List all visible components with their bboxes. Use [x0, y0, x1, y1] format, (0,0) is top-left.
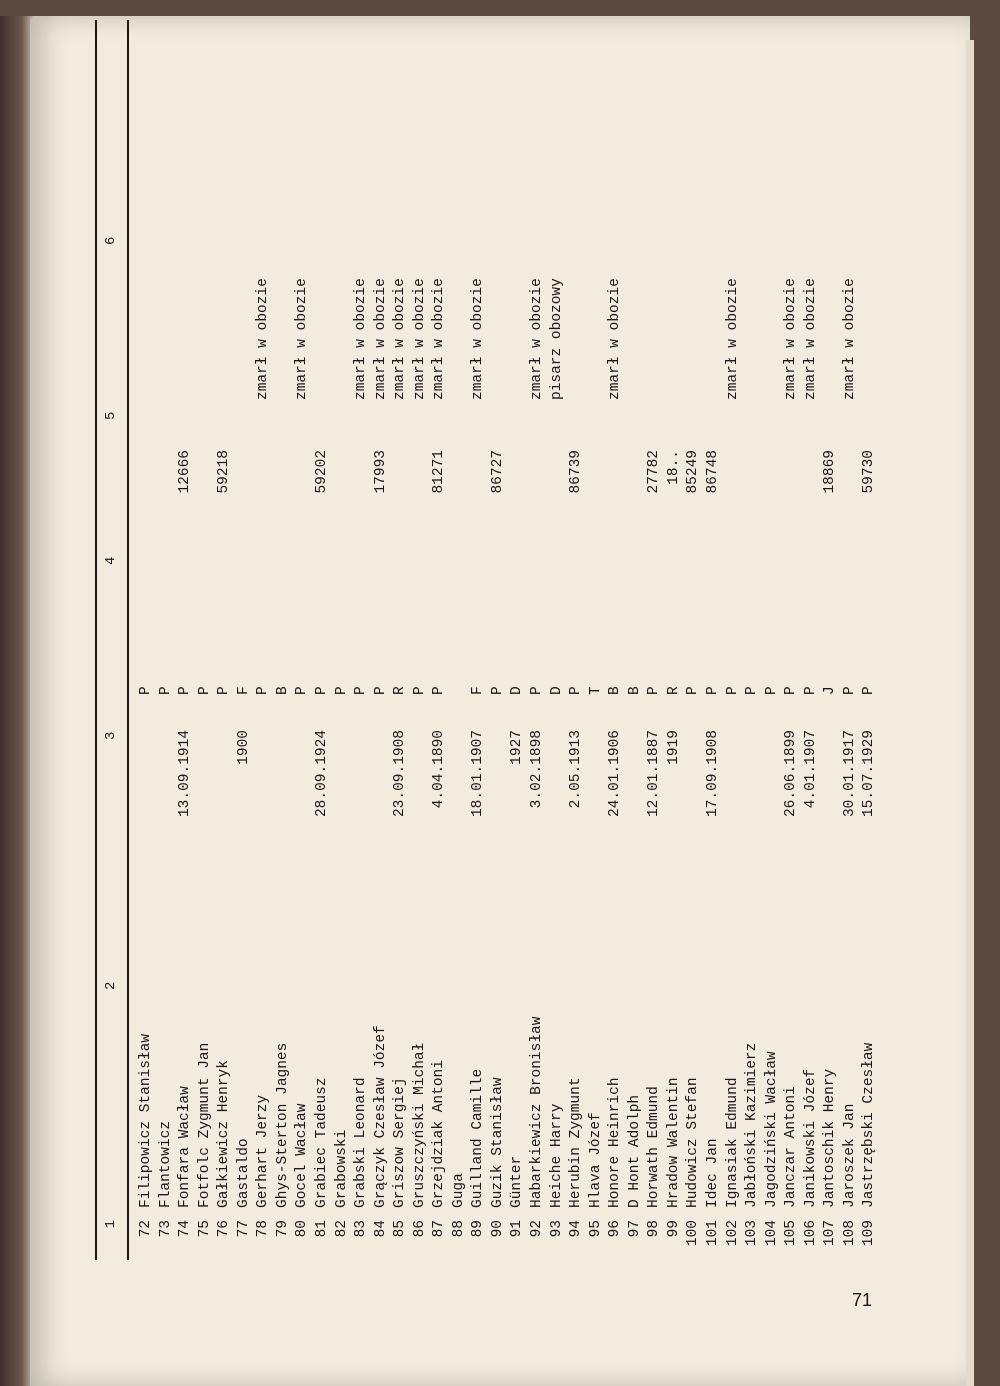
nationality-code: P: [489, 686, 506, 695]
row-number: 97: [626, 1220, 643, 1238]
row-number: 91: [509, 1220, 526, 1238]
row-number: 73: [157, 1220, 174, 1238]
person-name: Hradow Walentin: [665, 1077, 682, 1208]
prisoner-number: 86739: [568, 450, 585, 494]
row-number: 106: [802, 1220, 819, 1247]
person-name: Herubin Zygmunt: [568, 1077, 585, 1208]
birth-date: 2.05.1913: [568, 730, 585, 809]
birth-date: 30.01.1917: [841, 730, 858, 818]
person-name: Jabłoński Kazimierz: [744, 1042, 761, 1208]
person-name: Heiche Harry: [548, 1103, 565, 1208]
nationality-code: P: [313, 686, 330, 695]
nationality-code: P: [372, 686, 389, 695]
nationality-code: B: [607, 686, 624, 695]
person-name: Idec Jan: [704, 1138, 721, 1208]
prisoner-number: 59202: [313, 450, 330, 494]
person-name: Janikowski Józef: [802, 1068, 819, 1208]
row-number: 94: [568, 1220, 585, 1238]
page-number: 71: [852, 1290, 873, 1310]
nationality-code: D: [548, 686, 565, 695]
nationality-code: F: [235, 686, 252, 695]
row-number: 107: [822, 1220, 839, 1247]
row-number: 80: [294, 1220, 311, 1238]
row-number: 102: [724, 1220, 741, 1247]
header-col-1: 1: [103, 1220, 119, 1229]
nationality-code: P: [841, 686, 858, 695]
row-number: 85: [392, 1220, 409, 1238]
nationality-code: P: [196, 686, 213, 695]
person-name: Fotfolc Zygmunt Jan: [196, 1042, 213, 1208]
row-number: 105: [783, 1220, 800, 1247]
nationality-code: F: [470, 686, 487, 695]
row-number: 81: [313, 1220, 330, 1238]
nationality-code: P: [138, 686, 154, 695]
birth-date: 1900: [235, 730, 252, 765]
remark: zmarł w obozie: [411, 278, 428, 400]
register-table: [95, 20, 878, 1260]
person-name: Jancza​r Antoni: [783, 1086, 800, 1208]
person-name: Guilland Camille: [470, 1068, 487, 1208]
nationality-code: P: [333, 686, 350, 695]
birth-date: 12.01.1887: [646, 730, 663, 818]
nationality-code: P: [802, 686, 819, 695]
nationality-code: R: [665, 686, 682, 695]
remark: zmarł w obozie: [783, 278, 800, 400]
person-name: Ignasiak Edmund: [724, 1077, 741, 1208]
birth-date: 1927: [509, 730, 526, 765]
row-number: 96: [607, 1220, 624, 1238]
person-name: Gastaldo: [235, 1138, 252, 1208]
row-number: 74: [177, 1220, 194, 1238]
prisoner-number: 85249: [685, 450, 702, 494]
row-number: 109: [861, 1220, 878, 1247]
row-number: 75: [196, 1220, 213, 1238]
row-number: 101: [704, 1220, 721, 1247]
row-number: 76: [216, 1220, 233, 1238]
person-name: Günter: [509, 1155, 526, 1208]
person-name: Gruszczyński Michał: [411, 1042, 428, 1208]
prisoner-number: 81271: [431, 450, 448, 494]
person-name: Honore Heinrich: [607, 1077, 624, 1208]
row-number: 92: [529, 1220, 545, 1238]
person-name: Grabski Leonard: [353, 1077, 370, 1208]
row-number: 83: [353, 1220, 370, 1238]
header-col-3: 3: [103, 731, 119, 740]
nationality-code: P: [255, 686, 272, 695]
remark: zmarł w obozie: [372, 278, 389, 400]
nationality-code: D: [509, 686, 526, 695]
remark: zmarł w obozie: [353, 278, 370, 400]
header-col-5: 5: [103, 411, 119, 420]
nationality-code: P: [353, 686, 370, 695]
remark: pisarz obozowy: [548, 278, 565, 400]
row-number: 87: [431, 1220, 448, 1238]
birth-date: 24.01.1906: [607, 730, 624, 818]
row-number: 84: [372, 1220, 389, 1238]
nationality-code: P: [646, 686, 663, 695]
nationality-code: P: [157, 686, 174, 695]
birth-date: 23.09.1908: [392, 730, 409, 818]
row-number: 100: [685, 1220, 702, 1247]
prisoner-number: 59730: [861, 450, 878, 494]
remark: zmarł w obozie: [802, 278, 819, 400]
row-number: 103: [744, 1220, 761, 1247]
row-number: 104: [763, 1220, 780, 1247]
nationality-code: B: [626, 686, 643, 695]
person-name: Filipowicz Stanisław: [138, 1033, 154, 1208]
prisoner-number: 86748: [704, 450, 721, 494]
row-number: 77: [235, 1220, 252, 1238]
person-name: Jantoschik Henry: [822, 1068, 839, 1208]
nationality-code: P: [411, 686, 428, 695]
person-name: Habarkiewicz Bronisław: [529, 1016, 545, 1208]
header-col-4: 4: [103, 556, 119, 565]
prisoner-number: 59218: [216, 450, 233, 494]
person-name: Gocel Wacław: [294, 1103, 311, 1208]
row-number: 82: [333, 1220, 350, 1238]
nationality-code: P: [744, 686, 761, 695]
birth-date: 4.04.1890: [431, 730, 448, 809]
person-name: Guzik Stanisław: [489, 1077, 506, 1208]
header-col-2: 2: [103, 981, 119, 990]
person-name: Grabowski: [333, 1129, 350, 1208]
person-name: Jastrzębski Czesław: [861, 1042, 878, 1208]
nationality-code: P: [529, 686, 545, 695]
nationality-code: P: [294, 686, 311, 695]
nationality-code: P: [861, 686, 878, 695]
person-name: Flantowicz: [157, 1120, 174, 1208]
row-number: 98: [646, 1220, 663, 1238]
nationality-code: P: [177, 686, 194, 695]
birth-date: 15.07.1929: [861, 730, 878, 818]
nationality-code: R: [392, 686, 409, 695]
header-col-6: 6: [103, 236, 119, 245]
person-name: Hlava Józef: [587, 1112, 604, 1208]
nationality-code: P: [763, 686, 780, 695]
row-number: 108: [841, 1220, 858, 1247]
row-number: 89: [470, 1220, 487, 1238]
row-number: 79: [274, 1220, 291, 1238]
remark: zmarł w obozie: [255, 278, 272, 400]
person-name: Griszow Sergiej: [392, 1077, 409, 1208]
row-number: 93: [548, 1220, 565, 1238]
prisoner-number: 18..: [665, 450, 682, 485]
person-name: Grzejdziak Antoni: [431, 1060, 448, 1208]
row-number: 72: [138, 1220, 154, 1238]
remark: zmarł w obozie: [724, 278, 741, 400]
table-top-rule: [95, 20, 97, 1260]
row-number: 88: [450, 1220, 467, 1238]
person-name: Gałkiewicz Henryk: [216, 1060, 233, 1208]
nationality-code: B: [274, 686, 291, 695]
person-name: Grabiec Tadeusz: [313, 1077, 330, 1208]
birth-date: 28.09.1924: [313, 730, 330, 818]
person-name: Guga: [450, 1173, 467, 1208]
nationality-code: P: [783, 686, 800, 695]
remark: zmarł w obozie: [431, 278, 448, 400]
table-header-rule: [127, 20, 129, 1260]
row-number: 78: [255, 1220, 272, 1238]
person-name: D Hont Adolph: [626, 1094, 643, 1208]
nationality-code: J: [822, 686, 839, 695]
person-name: Gerhart Jerzy: [255, 1094, 272, 1208]
remark: zmarł w obozie: [392, 278, 409, 400]
nationality-code: P: [568, 686, 585, 695]
table-row: [858, 20, 881, 1260]
person-name: Horwath Edmund: [646, 1086, 663, 1208]
nationality-code: P: [216, 686, 233, 695]
birth-date: 26.06.1899: [783, 730, 800, 818]
page-edge: [966, 40, 974, 1386]
nationality-code: P: [685, 686, 702, 695]
remark: zmarł w obozie: [607, 278, 624, 400]
person-name: Jagodziński Wacław: [763, 1051, 780, 1208]
person-name: Ghys-Sterton Jagnes: [274, 1042, 291, 1208]
person-name: Jaroszek Jan: [841, 1103, 858, 1208]
prisoner-number: 27782: [646, 450, 663, 494]
birth-date: 18.01.1907: [470, 730, 487, 818]
row-number: 90: [489, 1220, 506, 1238]
row-number: 86: [411, 1220, 428, 1238]
nationality-code: P: [704, 686, 721, 695]
birth-date: 1919: [665, 730, 682, 765]
nationality-code: P: [724, 686, 741, 695]
prisoner-number: 12666: [177, 450, 194, 494]
birth-date: 13.09.1914: [177, 730, 194, 818]
person-name: Fonfara Wacław: [177, 1086, 194, 1208]
remark: zmarł w obozie: [294, 278, 311, 400]
nationality-code: T: [587, 686, 604, 695]
birth-date: 4.01.1907: [802, 730, 819, 809]
prisoner-number: 18869: [822, 450, 839, 494]
prisoner-number: 17993: [372, 450, 389, 494]
nationality-code: P: [431, 686, 448, 695]
remark: zmarł w obozie: [841, 278, 858, 400]
remark: zmarł w obozie: [470, 278, 487, 400]
person-name: Grączyk Czesław Józef: [372, 1025, 389, 1208]
row-number: 99: [665, 1220, 682, 1238]
birth-date: 17.09.1908: [704, 730, 721, 818]
person-name: Hudowicz Stefan: [685, 1077, 702, 1208]
prisoner-number: 86727: [489, 450, 506, 494]
birth-date: 3.02.1898: [529, 730, 545, 809]
row-number: 95: [587, 1220, 604, 1238]
remark: zmarł w obozie: [529, 278, 545, 400]
